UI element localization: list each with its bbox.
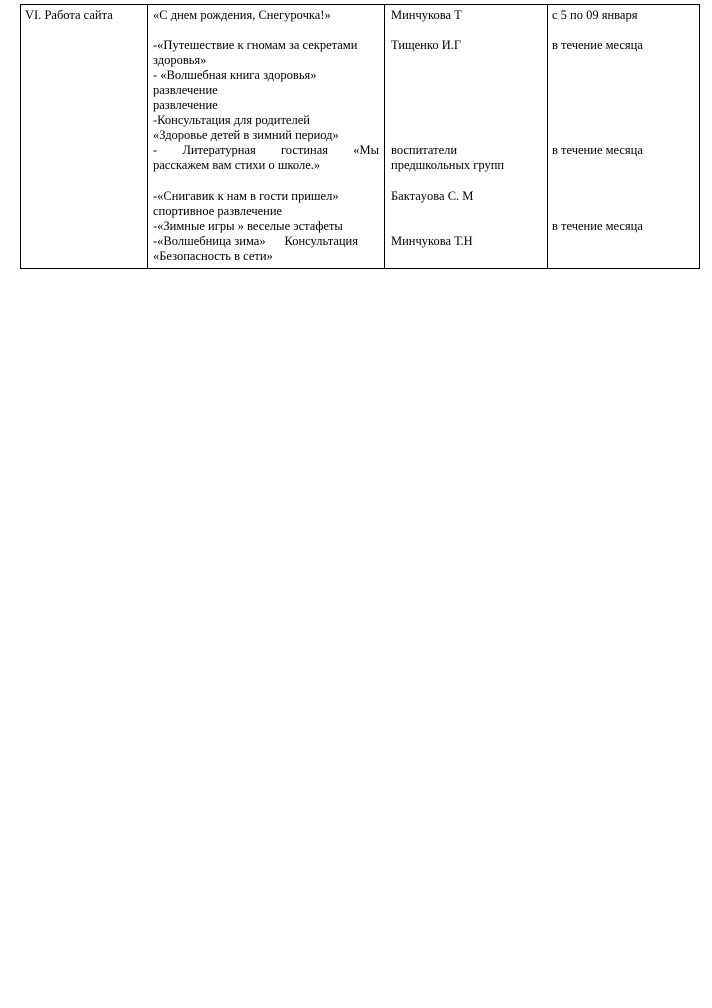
event-health-book: - «Волшебная книга здоровья» [153,68,317,82]
event-literary-word: гостиная [280,143,329,157]
date-during-month: в течение месяца [552,143,643,157]
event-literary-line-2: расскажем вам стихи о школе.» [153,158,321,172]
event-sport-entertainment: спортивное развлечение [153,204,283,218]
event-literary-word: «Мы [353,143,379,157]
event-literary-word: Литературная [182,143,256,157]
event-winter-sorceress-line-1 [153,234,358,249]
event-gnomes-line-1: -«Путешествие к гномам за секретами [153,38,358,52]
event-winter-games: -«Зимные игры » веселые эстафеты [153,219,343,233]
event-parent-consultation: -Консультация для родителей [153,113,310,127]
event-internet-safety: «Безопасность в сети» [153,249,273,263]
dates-cell [548,5,700,269]
responsible-minchukova: Минчукова Т [391,8,462,22]
events-cell [148,5,385,269]
section-title: VI. Работа сайта [25,8,113,22]
event-entertainment-2: развлечение [153,98,218,112]
responsible-baktauova: Бактаyова С. М [391,189,474,203]
table-row [21,5,700,269]
event-snowman: -«Снигавик к нам в гости пришел» [153,189,339,203]
plan-table [20,4,700,269]
event-winter-health: «Здоровье детей в зимний период» [153,128,339,142]
section-cell [21,5,148,269]
responsible-tishchenko: Тищенко И.Г [391,38,462,52]
event-gnomes-line-2: здоровья» [153,53,207,67]
event-literary-word: - [153,143,158,157]
date-january: с 5 по 09 января [552,8,638,22]
date-during-month: в течение месяца [552,38,643,52]
event-snow-maiden-birthday: «С днем рождения, Снегурочка!» [153,8,331,22]
responsible-cell [385,5,548,269]
responsible-educators-line-1: воспитатели [391,143,458,157]
event-entertainment-1: развлечение [153,83,218,97]
responsible-minchukova-tn: Минчукова Т.Н [391,234,473,248]
event-literary-line-1 [153,143,379,158]
event-winter-sorceress-word: Консультация [284,234,358,248]
date-during-month: в течение месяца [552,219,643,233]
responsible-educators-line-2: предшкольных групп [391,158,505,172]
event-winter-sorceress-word: -«Волшебница зима» [153,234,266,248]
